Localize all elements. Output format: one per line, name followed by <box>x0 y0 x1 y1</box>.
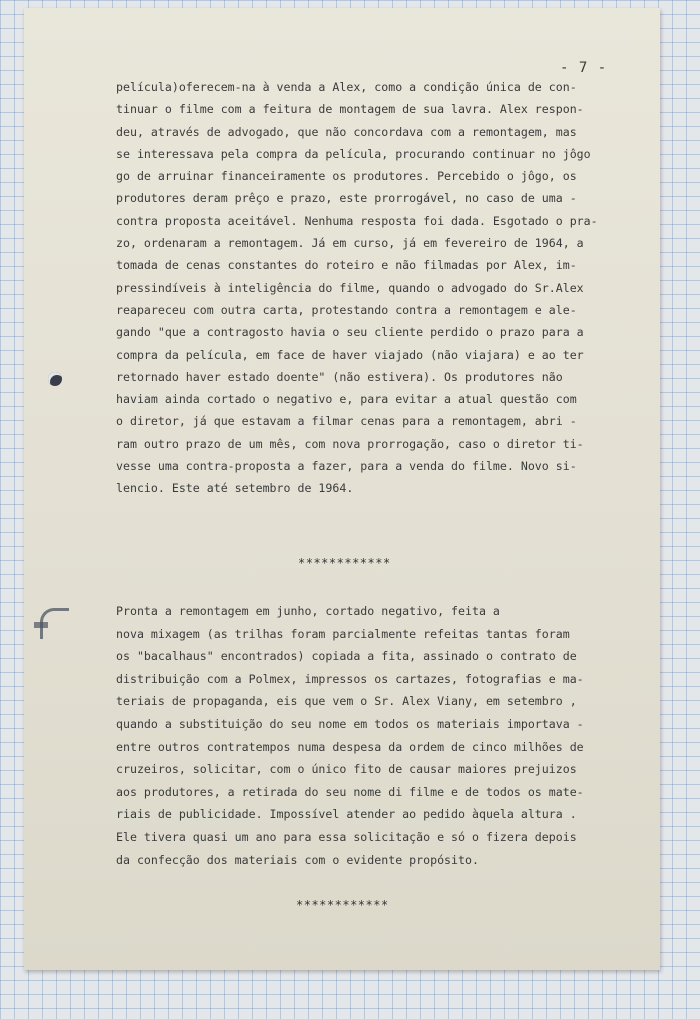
text-line: reapareceu com outra carta, protestando contra a remontagem e ale- <box>116 302 577 317</box>
separator-1: ************ <box>298 556 391 570</box>
text-line: nova mixagem (as trilhas foram parcialmente refeitas tantas foram <box>116 626 570 641</box>
text-line: aos produtores, a retirada do seu nome di filme e de todos os mate- <box>116 784 584 799</box>
text-line: retornado haver estado doente" (não estivera). Os produtores não <box>116 369 563 384</box>
text-line: deu, através de advogado, que não concordava com a remontagem, mas <box>116 124 577 139</box>
text-line: produtores deram prêço e prazo, este prorrogável, no caso de uma - <box>116 191 577 206</box>
text-line: go de arruinar financeiramente os produtores. Percebido o jôgo, os <box>116 169 577 184</box>
text-line: os "bacalhaus" encontrados) copiada a fita, assinado o contrato de <box>116 649 577 664</box>
page-number: - 7 - <box>560 60 608 76</box>
text-line: teriais de propaganda, eis que vem o Sr. Alex Viany, em setembro , <box>116 694 577 709</box>
text-line: Pronta a remontagem em junho, cortado negativo, feita a <box>116 604 500 618</box>
text-line: pressindíveis à inteligência do filme, quando o advogado do Sr.Alex <box>116 280 584 295</box>
punch-hole <box>48 372 62 386</box>
text-line: cruzeiros, solicitar, com o único fito de causar maiores prejuizos <box>116 762 577 777</box>
text-line: gando "que a contragosto havia o seu cliente perdido o prazo para a <box>116 325 584 340</box>
text-line: compra da película, em face de haver viajado (não viajara) e ao ter <box>116 347 584 362</box>
text-line: quando a substituição do seu nome em todos os materiais importava - <box>116 716 584 731</box>
separator-2: ************ <box>296 898 389 912</box>
text-line: tinuar o filme com a feitura de montagem de sua lavra. Alex respon- <box>116 102 584 117</box>
text-line: da confecção dos materiais com o evidente propósito. <box>116 852 479 867</box>
text-line: haviam ainda cortado o negativo e, para evitar a atual questão com <box>116 392 577 407</box>
text-line: distribuição com a Polmex, impressos os cartazes, fotografias e ma- <box>116 671 584 686</box>
text-line: Ele tivera quasi um ano para essa solicitação e só o fizera depois <box>116 829 577 844</box>
text-line: lencio. Este até setembro de 1964. <box>116 481 354 496</box>
text-line: riais de publicidade. Impossível atender ao pedido àquela altura . <box>116 807 577 822</box>
paragraph-2 <box>116 600 638 871</box>
binder-clip <box>34 622 48 628</box>
text-line: entre outros contratempos numa despesa da ordem de cinco milhões de <box>116 739 584 754</box>
document-page <box>24 8 660 970</box>
text-line: contra proposta aceitável. Nenhuma resposta foi dada. Esgotado o pra- <box>116 213 598 228</box>
text-line: película)oferecem-na à venda a Alex, como a condição única de con- <box>116 80 577 94</box>
text-line: ram outro prazo de um mês, com nova prorrogação, caso o diretor ti- <box>116 436 584 451</box>
text-line: zo, ordenaram a remontagem. Já em curso, já em fevereiro de 1964, a <box>116 236 584 251</box>
text-line: vesse uma contra-proposta a fazer, para a venda do filme. Novo si- <box>116 459 577 474</box>
text-line: tomada de cenas constantes do roteiro e não filmadas por Alex, im- <box>116 258 577 273</box>
text-line: se interessava pela compra da película, procurando continuar no jôgo <box>116 146 591 161</box>
paragraph-1 <box>116 76 638 500</box>
text-line: o diretor, já que estavam a filmar cenas para a remontagem, abri - <box>116 414 577 429</box>
